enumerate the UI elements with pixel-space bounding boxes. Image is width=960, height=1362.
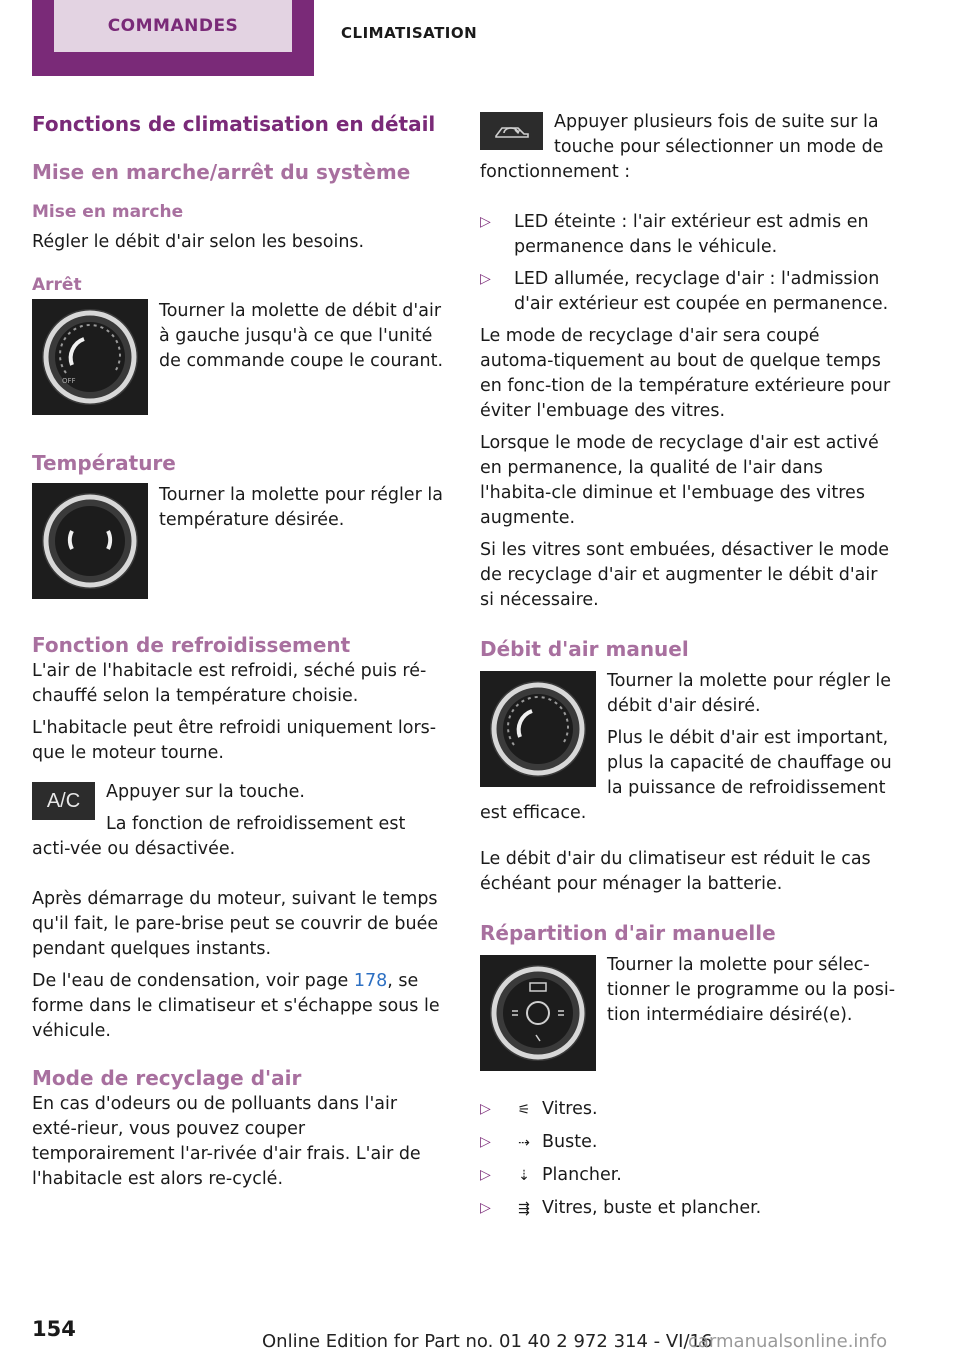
svg-text:OFF: OFF [62,377,76,385]
recirculation-text: En cas d'odeurs ou de polluants dans l'air exté-rieur, vous pouvez couper temporairement l'ar-rivée d'air frais. L'air de l'habitacle est alors re-cyclé. [32,1094,421,1189]
list-item: ▷ ⇢ Buste. [480,1130,896,1156]
chapter-tab [32,0,314,76]
ac-text-2: La fonction de refroidissement est acti-vée ou désactivée. [32,814,406,859]
heading-main: Fonctions de climatisation en détail [32,112,436,136]
heading-airflow: Débit d'air manuel [480,637,689,661]
upper-body-vent-icon: ⇢ [518,1135,530,1151]
bullet-triangle-icon: ▷ [480,214,491,230]
permanent-on-text: Lorsque le mode de recyclage d'air est activé en permanence, la qualité de l'air dans l'habita-cle diminue et l'embuage des vitres augmente. [480,433,879,528]
page-link[interactable]: 178 [353,971,388,991]
bullet-triangle-icon: ▷ [480,1134,491,1150]
cooling-p2: L'habitacle peut être refroidi uniquement lors-que le moteur tourne. [32,718,437,763]
section-tab-label: CLIMATISATION [341,24,478,42]
subheading-on: Mise en marche [32,202,184,222]
recirc-button-figure [480,110,896,192]
recirc-button-text: Appuyer plusieurs fois de suite sur la touche pour sélectionner un mode de fonctionnement : [480,112,884,182]
distribution-figure [480,953,896,1075]
temperature-knob-image [32,483,148,599]
footwell-vent-icon: ⇣ [518,1168,530,1184]
condensation-post: , se forme dans le climatiseur et s'échappe sous le véhicule. [32,971,440,1041]
chapter-tab-label: COMMANDES [54,0,292,52]
on-text: Régler le débit d'air selon les besoins. [32,232,365,252]
page-number: 154 [32,1317,76,1341]
subheading-off: Arrêt [32,275,82,295]
airflow-text-2: Plus le débit d'air est important, plus la capacité de chauffage ou la puissance de refroidissement est efficace. [480,728,892,823]
distribution-text: Tourner la molette pour sélec-tionner le programme ou la posi-tion intermédiaire désiré(e). [607,955,896,1025]
ac-text-1: Appuyer sur la touche. [106,782,305,802]
after-start-text: Après démarrage du moteur, suivant le temps qu'il fait, le pare-brise peut se couvrir de buée pendant quelques instants. [32,889,439,959]
bullet-triangle-icon: ▷ [480,1167,491,1183]
cooling-p1: L'air de l'habitacle est refroidi, séché puis ré-chauffé selon la température choisie. [32,661,427,706]
distribution-list [480,1097,896,1222]
ac-button-image [32,782,95,820]
heading-onoff: Mise en marche/arrêt du système [32,160,411,184]
fogged-text: Si les vitres sont embuées, désactiver le mode de recyclage d'air et augmenter le débit d'air si nécessaire. [480,540,890,610]
watermark: carmanualsonline.info [688,1331,888,1352]
list-item: ▷ LED éteinte : l'air extérieur est admis en permanence dans le véhicule. [480,212,869,257]
distribution-knob-image [480,955,596,1071]
auto-off-text: Le mode de recyclage d'air sera coupé automa-tiquement au bout de quelque temps en fonc-tion de la température extérieure pour éviter l'embuage des vitres. [480,326,891,421]
off-figure-row [32,299,446,415]
manual-airflow-knob-image [480,671,596,787]
ac-button-label: A/C [46,789,81,812]
airflow-figure [480,669,896,833]
left-column [32,110,446,1199]
recirculation-icon [492,120,532,142]
list-item: ▷ ⚟ Vitres. [480,1097,896,1123]
off-text: Tourner la molette de débit d'air à gauche jusqu'à ce que l'unité de commande coupe le courant. [159,301,444,371]
list-item: ▷ ⇶ Vitres, buste et plancher. [480,1196,896,1222]
windshield-vent-icon: ⚟ [517,1102,531,1118]
recirculation-button-image [480,112,543,150]
heading-distribution: Répartition d'air manuelle [480,921,776,945]
condensation-pre: De l'eau de condensation, voir page [32,971,354,991]
airflow-knob-image [32,299,148,415]
condensation-text [32,969,446,1044]
temp-text: Tourner la molette pour régler la température désirée. [159,485,443,530]
heading-temperature: Température [32,451,176,475]
list-item: ▷ ⇣ Plancher. [480,1163,896,1189]
heading-cooling: Fonction de refroidissement [32,633,351,657]
temp-figure-row [32,483,446,599]
right-column [480,110,896,1229]
led-list [480,210,896,317]
airflow-text-1: Tourner la molette pour régler le débit d'air désiré. [607,671,891,716]
heading-recirculation: Mode de recyclage d'air [32,1066,302,1090]
edition-footer: Online Edition for Part no. 01 40 2 972 314 - VI/16 [262,1331,713,1352]
bullet-triangle-icon: ▷ [480,271,491,287]
all-vents-icon: ⇶ [518,1201,530,1217]
bullet-triangle-icon: ▷ [480,1101,491,1117]
airflow-battery-text: Le débit d'air du climatiseur est réduit le cas échéant pour ménager la batterie. [480,849,871,894]
list-item: ▷ LED allumée, recyclage d'air : l'admission d'air extérieur est coupée en permanence. [480,269,889,314]
ac-figure [32,780,446,869]
bullet-triangle-icon: ▷ [480,1200,491,1216]
